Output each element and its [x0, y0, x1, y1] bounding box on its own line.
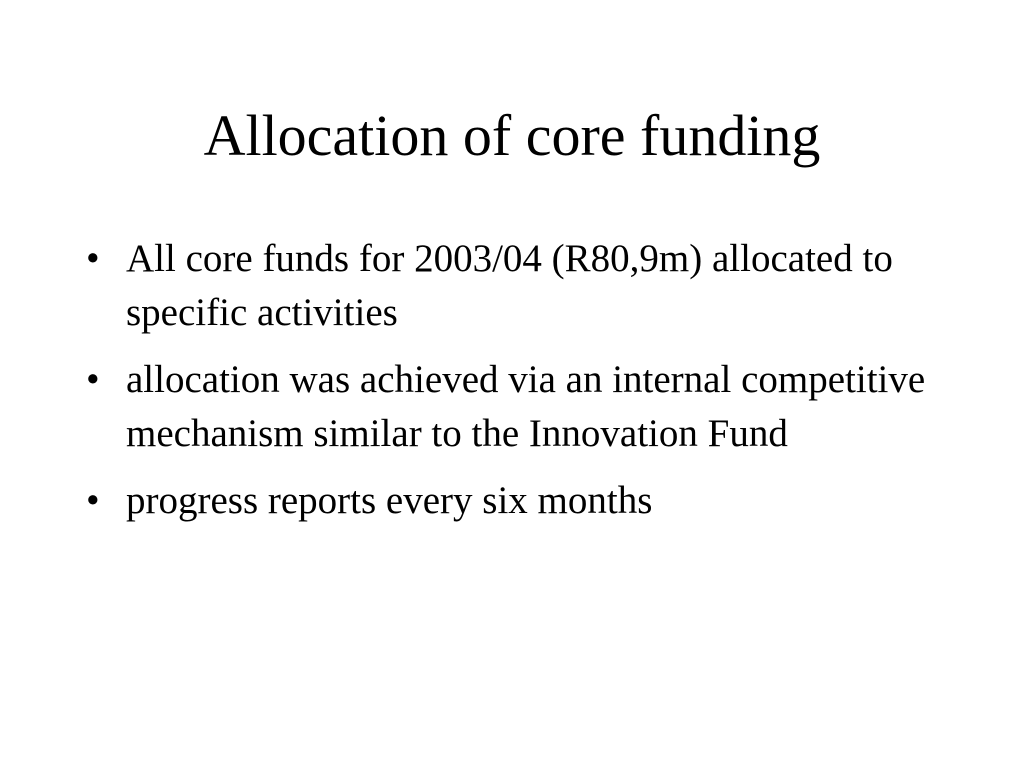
bullet-icon: • — [86, 479, 100, 522]
slide-title: Allocation of core funding — [203, 103, 821, 168]
bullet-list — [86, 232, 946, 542]
bullet-icon: • — [86, 237, 100, 280]
bullet-text: allocation was achieved via an internal competitive mechanism similar to the Innovation Fund — [126, 358, 926, 455]
bullet-item — [86, 474, 946, 528]
bullet-item — [86, 232, 946, 339]
bullet-text: progress reports every six months — [126, 479, 653, 522]
bullet-icon: • — [86, 358, 100, 401]
bullet-item — [86, 353, 946, 460]
bullet-text: All core funds for 2003/04 (R80,9m) allocated to specific activities — [126, 237, 893, 334]
